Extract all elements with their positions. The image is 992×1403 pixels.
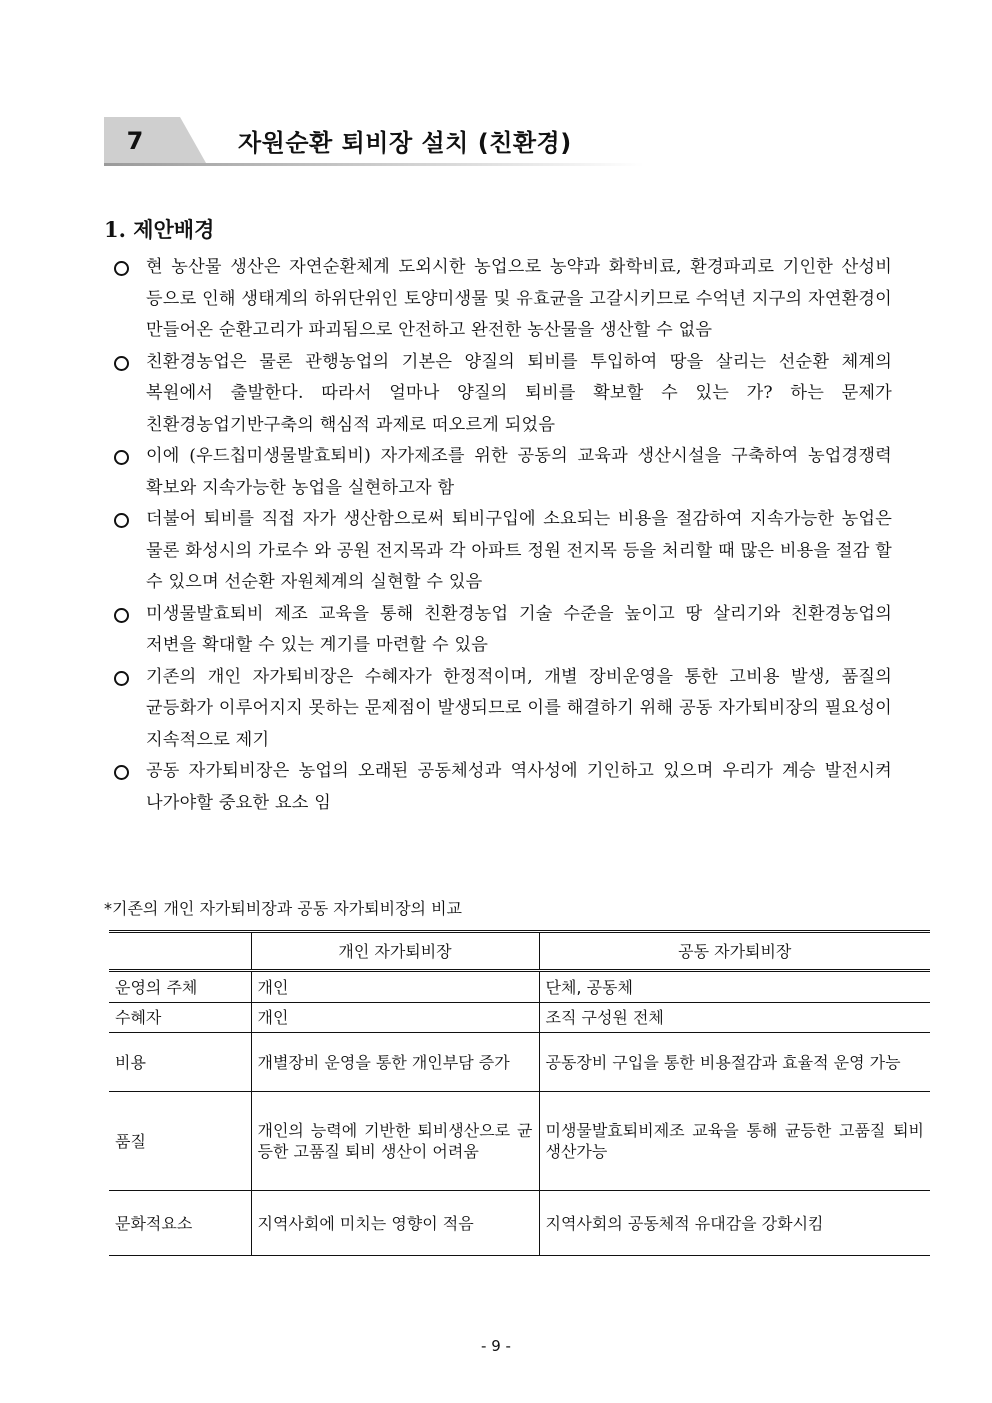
bullet-list (112, 252, 892, 819)
bullet-text: 미생물발효퇴비 제조 교육을 통해 친환경농업 기술 수준을 높이고 땅 살리기와 친환경농업의 저변을 확대할 수 있는 계기를 마련할 수 있음 (146, 603, 892, 655)
bullet-text: 현 농산물 생산은 자연순환체계 도외시한 농업으로 농약과 화학비료, 환경파괴로 기인한 산성비 등으로 인해 생태계의 하위단위인 토양미생물 및 유효균을 고갈시키므로 수억년 지구의 자연환경이 만들어온 순환고리가 파괴됨으로 안전하고 완전한 농산물을 생산할 수 없음 (146, 257, 892, 340)
row-label: 문화적요소 (109, 1191, 251, 1256)
bullet-text: 이에 (우드칩미생물발효퇴비) 자가제조를 위한 공동의 교육과 생산시설을 구축하여 농업경쟁력 확보와 지속가능한 농업을 실현하고자 함 (146, 446, 892, 498)
row-label: 비용 (109, 1033, 251, 1092)
list-item (112, 662, 892, 757)
table-row (109, 971, 930, 1003)
table-row (109, 1191, 930, 1256)
shared-cell: 공동장비 구입을 통한 비용절감과 효율적 운영 가능 (539, 1033, 930, 1092)
list-item (112, 347, 892, 442)
table-row (109, 1003, 930, 1033)
bullet-text: 공동 자가퇴비장은 농업의 오래된 공동체성과 역사성에 기인하고 있으며 우리가 계승 발전시켜 나가야할 중요한 요소 임 (146, 761, 892, 813)
table-row (109, 1033, 930, 1092)
bullet-text: 친환경농업은 물론 관행농업의 기본은 양질의 퇴비를 투입하여 땅을 살리는 선순환 체계의 복원에서 출발한다. 따라서 얼마나 양질의 퇴비를 확보할 수 있는 가? 하는 문제가 친환경농업기반구축의 핵심적 과제로 떠오르게 되었음 (146, 351, 892, 435)
header-underline (104, 163, 644, 166)
section-heading: 1. 제안배경 (104, 217, 215, 242)
individual-cell: 지역사회에 미치는 영향이 적음 (251, 1191, 539, 1256)
shared-cell: 조직 구성원 전체 (539, 1003, 930, 1033)
circle-bullet-icon (114, 450, 129, 465)
circle-bullet-icon (114, 671, 129, 686)
bullet-text: 더불어 퇴비를 직접 자가 생산함으로써 퇴비구입에 소요되는 비용을 절감하여 지속가능한 농업은 물론 화성시의 가로수 와 공원 전지목과 각 아파트 정원 전지목 등을 처리할 때 많은 비용을 절감 할 수 있으며 선순환 자원체계의 실현할 수 있음 (146, 509, 892, 592)
chapter-header (104, 117, 644, 167)
chapter-title: 자원순환 퇴비장 설치 (친환경) (238, 129, 572, 157)
shared-cell: 지역사회의 공동체적 유대감을 강화시킴 (539, 1191, 930, 1256)
list-item (112, 441, 892, 504)
shared-cell: 미생물발효퇴비제조 교육을 통해 균등한 고품질 퇴비 생산가능 (539, 1092, 930, 1191)
row-label: 품질 (109, 1092, 251, 1191)
circle-bullet-icon (114, 608, 129, 623)
shared-cell: 단체, 공동체 (539, 971, 930, 1003)
individual-cell: 개인 (251, 1003, 539, 1033)
individual-cell: 개인의 능력에 기반한 퇴비생산으로 균등한 고품질 퇴비 생산이 어려움 (251, 1092, 539, 1191)
header-cell-shared: 공동 자가퇴비장 (539, 932, 930, 971)
comparison-table (109, 930, 930, 1256)
chapter-number: 7 (104, 117, 166, 165)
individual-cell: 개별장비 운영을 통한 개인부담 증가 (251, 1033, 539, 1092)
circle-bullet-icon (114, 356, 129, 371)
chapter-arrow-icon (166, 117, 206, 165)
list-item (112, 504, 892, 599)
list-item (112, 252, 892, 347)
circle-bullet-icon (114, 261, 129, 276)
table-header-row (109, 932, 930, 971)
row-label: 운영의 주체 (109, 971, 251, 1003)
header-cell-individual: 개인 자가퇴비장 (251, 932, 539, 971)
bullet-text: 기존의 개인 자가퇴비장은 수혜자가 한정적이며, 개별 장비운영을 통한 고비용 발생, 품질의 균등화가 이루어지지 못하는 문제점이 발생되므로 이를 해결하기 위해 공동 자가퇴비장의 필요성이 지속적으로 제기 (146, 666, 892, 750)
header-cell-empty (109, 932, 251, 971)
table-row (109, 1092, 930, 1191)
individual-cell: 개인 (251, 971, 539, 1003)
table-caption: *기존의 개인 자가퇴비장과 공동 자가퇴비장의 비교 (104, 899, 463, 918)
row-label: 수혜자 (109, 1003, 251, 1033)
circle-bullet-icon (114, 765, 129, 780)
page-number: - 9 - (481, 1337, 511, 1355)
circle-bullet-icon (114, 513, 129, 528)
list-item (112, 756, 892, 819)
list-item (112, 599, 892, 662)
